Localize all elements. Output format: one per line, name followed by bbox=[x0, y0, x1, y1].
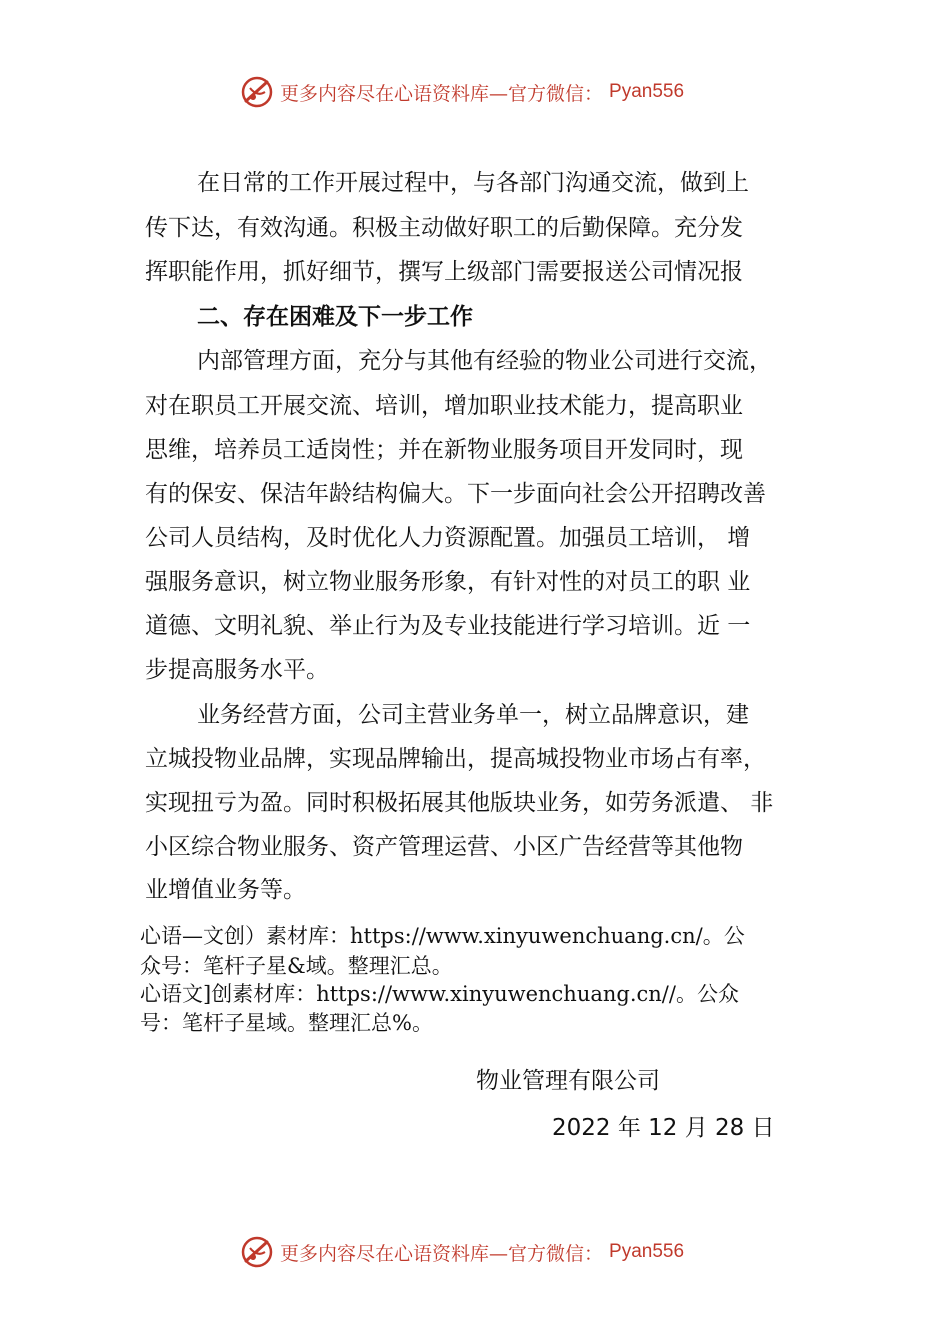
body-line: 挥职能作用，抓好细节，撰写上级部门需要报送公司情况报 bbox=[145, 259, 743, 285]
body-line: 思维，培养员工适岗性；并在新物业服务项目开发同时，现 bbox=[145, 437, 743, 463]
source-line: 心语—文创）素材库：https://www.xinyuwenchuang.cn/。公 bbox=[140, 924, 745, 948]
body-line: 业增值业务等。 bbox=[145, 877, 306, 903]
body-line: 在日常的工作开展过程中，与各部门沟通交流，做到上 bbox=[197, 170, 749, 196]
header-wechat-id: Pyan556 bbox=[609, 81, 685, 102]
body-line: 步提高服务水平。 bbox=[145, 657, 329, 683]
source-line: 众号：笔杆子星&域。整理汇总。 bbox=[140, 954, 453, 978]
header-banner-text: 更多内容尽在心语资料库—官方微信： bbox=[280, 82, 604, 105]
body-line: 传下达，有效沟通。积极主动做好职工的后勤保障。充分发 bbox=[145, 215, 743, 241]
signature-company: 物业管理有限公司 bbox=[476, 1068, 660, 1094]
body-line: 对在职员工开展交流、培训，增加职业技术能力，提高职业 bbox=[145, 393, 743, 419]
body-line: 道德、文明礼貌、举止行为及专业技能进行学习培训。近 一 bbox=[145, 613, 751, 639]
footer-banner bbox=[240, 1232, 684, 1272]
body-line: 强服务意识，树立物业服务形象，有针对性的对员工的职 业 bbox=[145, 569, 751, 595]
body-line: 小区综合物业服务、资产管理运营、小区广告经营等其他物 bbox=[145, 834, 743, 860]
footer-wechat-id: Pyan556 bbox=[609, 1241, 685, 1262]
body-line: 有的保安、保洁年龄结构偏大。下一步面向社会公开招聘改善 bbox=[145, 481, 766, 507]
source-line: 号：笔杆子星域。整理汇总%。 bbox=[140, 1011, 433, 1035]
footer-banner-text: 更多内容尽在心语资料库—官方微信： bbox=[280, 1242, 604, 1265]
signature-date: 2022 年 12 月 28 日 bbox=[552, 1115, 775, 1141]
body-line: 实现扭亏为盈。同时积极拓展其他版块业务，如劳务派遣、 非 bbox=[145, 790, 774, 816]
brush-seal-logo bbox=[240, 75, 274, 109]
brush-seal-logo bbox=[240, 1235, 274, 1269]
body-line: 内部管理方面，充分与其他有经验的物业公司进行交流， bbox=[197, 348, 772, 374]
body-line: 立城投物业品牌，实现品牌输出，提高城投物业市场占有率， bbox=[145, 746, 766, 772]
source-line: 心语文]创素材库：https://www.xinyuwenchuang.cn//。公众 bbox=[140, 982, 739, 1006]
section-heading: 二、存在困难及下一步工作 bbox=[197, 304, 473, 330]
body-line: 公司人员结构，及时优化人力资源配置。加强员工培训， 增 bbox=[145, 525, 751, 551]
body-line: 业务经营方面，公司主营业务单一，树立品牌意识，建 bbox=[197, 702, 749, 728]
header-banner bbox=[240, 72, 684, 112]
